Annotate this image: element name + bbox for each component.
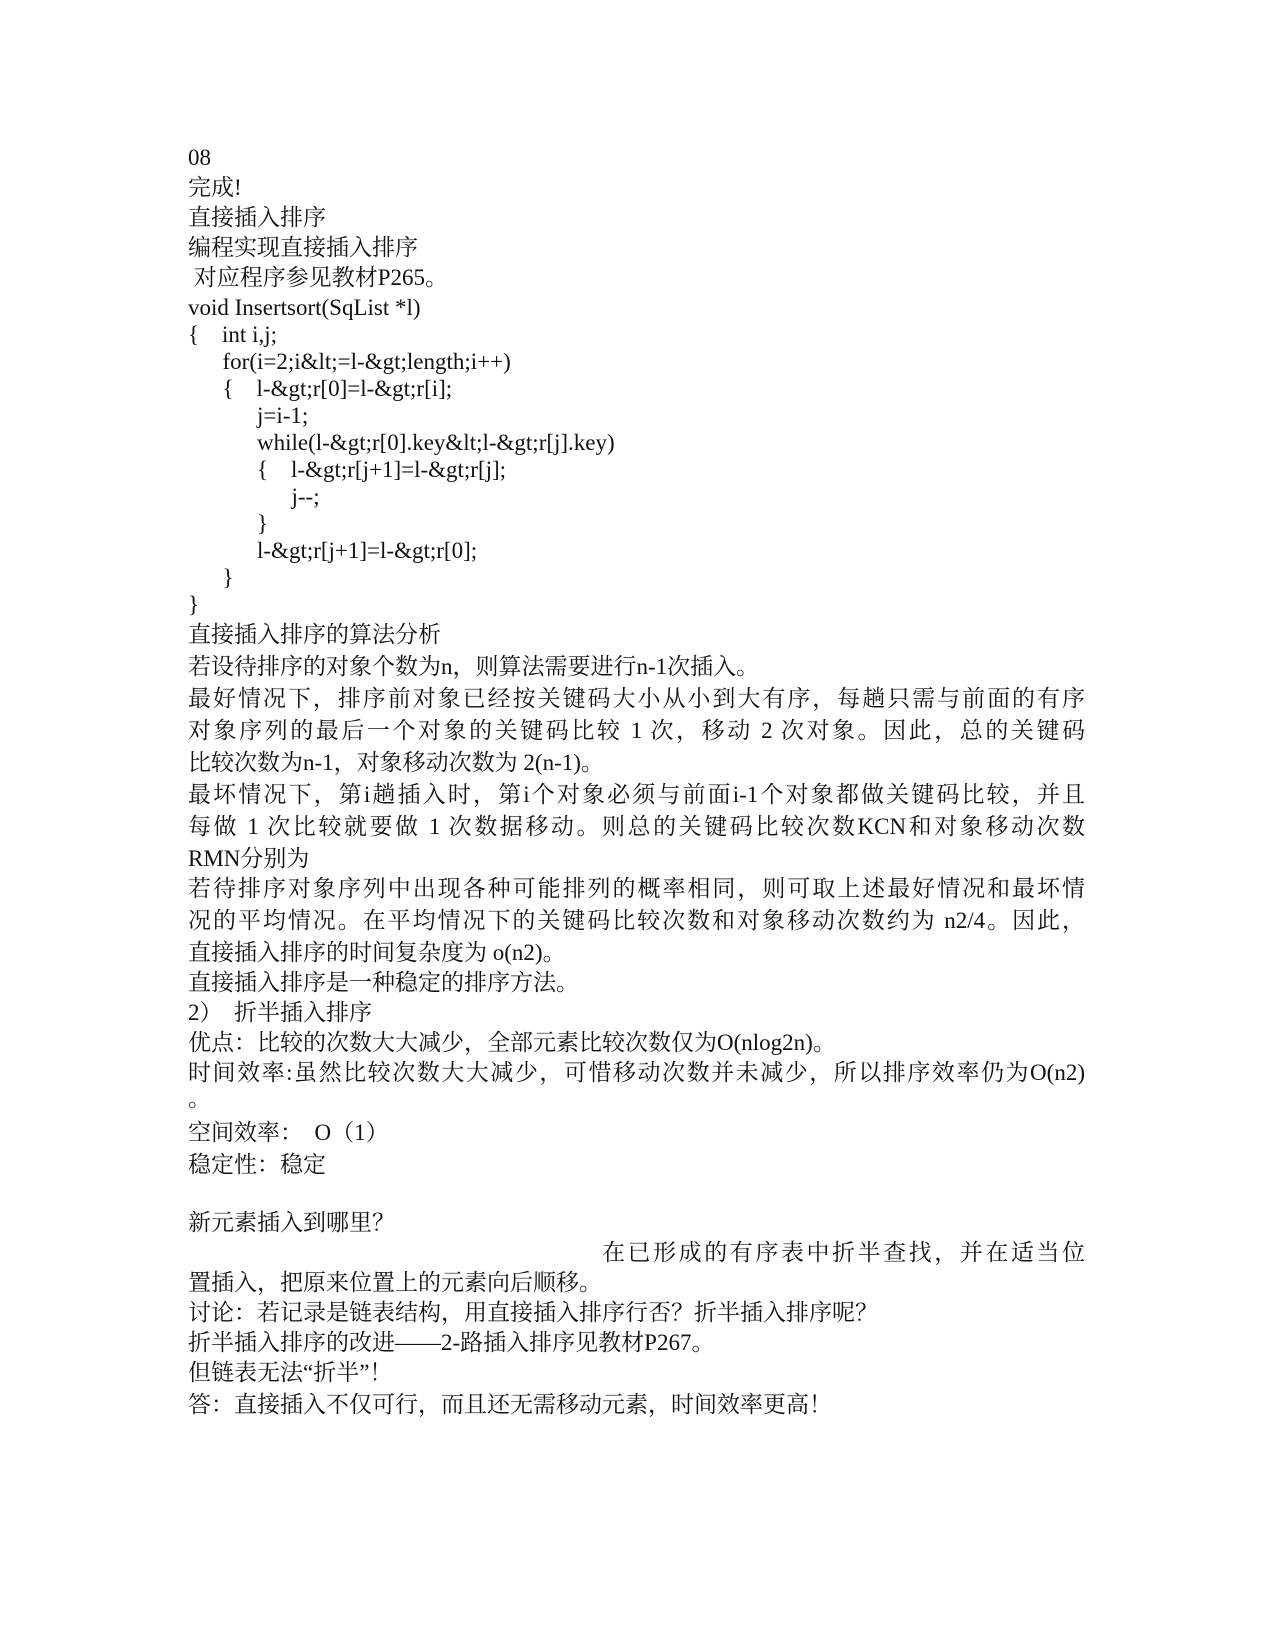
text-line: 优点：比较的次数大大减少，全部元素比较次数仅为O(nlog2n)。 [188, 1030, 836, 1055]
text-line: 新元素插入到哪里？ [188, 1210, 395, 1235]
code-line: } [188, 592, 200, 617]
text-line: 对象序列的最后一个对象的关键码比较 1 次，移动 2 次对象。因此，总的关键码 [188, 718, 1085, 743]
code-line: void Insertsort(SqList *l) [188, 295, 421, 320]
code-line: { l-&gt;r[j+1]=l-&gt;r[j]; [188, 457, 507, 482]
text-line: 08 [188, 145, 211, 170]
text-line: 置插入，把原来位置上的元素向后顺移。 [188, 1270, 602, 1295]
section-heading: 直接插入排序 [188, 205, 326, 230]
text-line: 对应程序参见教材P265。 [188, 265, 449, 290]
text-line: 空间效率： O（1） [188, 1120, 389, 1145]
code-line: } [188, 511, 269, 536]
text-line: 最好情况下，排序前对象已经按关键码大小从小到大有序，每趟只需与前面的有序 [188, 686, 1085, 711]
text-line: 时间效率:虽然比较次数大大减少，可惜移动次数并未减少，所以排序效率仍为O(n2) [188, 1060, 1085, 1085]
code-line: } [188, 565, 234, 590]
text-line: 况的平均情况。在平均情况下的关键码比较次数和对象移动次数约为 n2/4。因此， [188, 908, 1085, 933]
text-line: 直接插入排序是一种稳定的排序方法。 [188, 970, 579, 995]
text-line: 稳定性：稳定 [188, 1152, 326, 1177]
text-line: 讨论：若记录是链表结构，用直接插入排序行否？折半插入排序呢？ [188, 1300, 878, 1325]
text-line: 在已形成的有序表中折半查找，并在适当位 [602, 1240, 1085, 1265]
code-line: { l-&gt;r[0]=l-&gt;r[i]; [188, 376, 453, 401]
code-line: for(i=2;i&lt;=l-&gt;length;i++) [188, 349, 511, 374]
code-line: { int i,j; [188, 322, 277, 347]
text-line: 每做 1 次比较就要做 1 次数据移动。则总的关键码比较次数KCN和对象移动次数 [188, 814, 1085, 839]
text-line: 答：直接插入不仅可行，而且还无需移动元素，时间效率更高！ [188, 1392, 832, 1417]
text-line: 但链表无法“折半”！ [188, 1360, 393, 1385]
code-line: j--; [188, 484, 320, 509]
text-line: 比较次数为n-1，对象移动次数为 2(n-1)。 [188, 750, 604, 775]
text-line: RMN分别为 [188, 846, 310, 871]
text-line: 编程实现直接插入排序 [188, 235, 418, 260]
code-line: j=i-1; [188, 403, 309, 428]
section-heading: 直接插入排序的算法分析 [188, 622, 441, 647]
text-line: 若待排序对象序列中出现各种可能排列的概率相同，则可取上述最好情况和最坏情 [188, 876, 1085, 901]
text-line: 直接插入排序的时间复杂度为 o(n2)。 [188, 940, 566, 965]
text-line: 折半插入排序的改进——2-路插入排序见教材P267。 [188, 1330, 715, 1355]
text-line: 最坏情况下，第i趟插入时，第i个对象必须与前面i-1个对象都做关键码比较，并且 [188, 782, 1085, 807]
text-line: 。 [188, 1086, 211, 1111]
section-heading: 2） 折半插入排序 [188, 1000, 372, 1025]
text-line: 完成! [188, 175, 242, 200]
text-line: 若设待排序的对象个数为n，则算法需要进行n-1次插入。 [188, 654, 760, 679]
code-line: while(l-&gt;r[0].key&lt;l-&gt;r[j].key) [188, 430, 615, 455]
code-line: l-&gt;r[j+1]=l-&gt;r[0]; [188, 538, 478, 563]
